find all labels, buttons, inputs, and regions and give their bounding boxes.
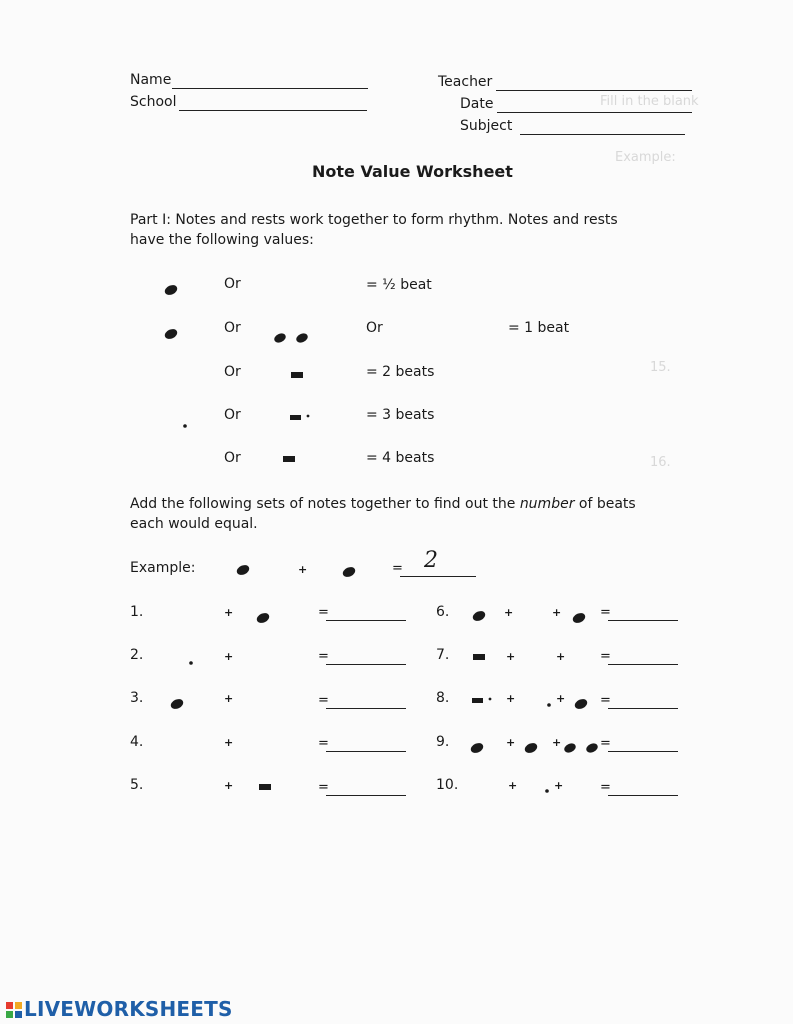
equals-sign: = xyxy=(392,561,403,576)
part1-intro-line2: have the following values: xyxy=(130,232,314,248)
answer-field-5[interactable] xyxy=(326,795,406,796)
problem-number: 7. xyxy=(436,647,450,663)
answer-field-2[interactable] xyxy=(326,664,406,665)
plus-sign: + xyxy=(506,692,516,705)
problem-number: 4. xyxy=(130,734,144,750)
eighth-note-icon xyxy=(162,262,192,298)
plus-sign: + xyxy=(506,736,516,749)
problem-number: 6. xyxy=(436,604,450,620)
beamed-eighth-notes-icon xyxy=(272,308,316,346)
problem-number: 10. xyxy=(436,777,459,793)
or-label: Or xyxy=(224,320,241,336)
part1-intro-line1: Part I: Notes and rests work together to form rhythm. Notes and rests xyxy=(130,212,618,228)
equals-sign: = xyxy=(318,605,329,620)
plus-sign: + xyxy=(224,650,234,663)
half-note-icon xyxy=(168,588,194,624)
value-half-beat: = ½ beat xyxy=(366,277,432,293)
quarter-note-icon xyxy=(522,720,548,756)
quarter-note-icon xyxy=(340,544,366,580)
eighth-rest-icon xyxy=(526,640,556,672)
dotted-half-note-icon xyxy=(168,634,198,670)
dotted-half-rest-icon xyxy=(280,404,316,426)
quarter-rest-icon xyxy=(566,768,584,798)
quarter-rest-icon xyxy=(414,314,432,344)
or-label: Or xyxy=(224,407,241,423)
half-note-icon xyxy=(162,351,188,387)
eighth-rest-icon xyxy=(270,270,300,302)
plus-sign: + xyxy=(504,606,514,619)
equals-sign: = xyxy=(600,649,611,664)
part2-intro-line2: each would equal. xyxy=(130,516,258,532)
dotted-half-note-icon xyxy=(524,762,554,798)
eighth-rest-icon xyxy=(254,680,284,712)
value-one-beat: = 1 beat xyxy=(508,320,570,336)
brand-name: LIVEWORKSHEETS xyxy=(24,997,233,1021)
worksheet-page: Fill in the blank Example: 15. 16. Name School Teacher Date Subject Note Value Worksheet Part I: Notes and rests work together to form rhythm. Notes and rests have the following values: Or = ½ beat Or Or = 1 beat Or = 2 beats Or = 3 beats Or = 4 beats Add the following sets of notes together to find out the number of beats each would equal. Example: + = 2 1. + = 2. + = 3. + = 4. + = 5. + = 6. + + = 7. + + = 8. + + = 9. + + = 10. + + = LIVEWORKSHEETS xyxy=(0,0,793,1024)
half-rest-icon xyxy=(280,362,316,384)
equals-sign: = xyxy=(318,649,329,664)
problem-number: 5. xyxy=(130,777,144,793)
equals-sign: = xyxy=(600,780,611,795)
whole-note-icon xyxy=(160,442,182,472)
quarter-note-icon xyxy=(234,542,260,578)
quarter-note-icon xyxy=(468,720,494,756)
equals-sign: = xyxy=(600,693,611,708)
problem-number: 1. xyxy=(130,604,144,620)
plus-sign: + xyxy=(506,650,516,663)
problem-number: 8. xyxy=(436,690,450,706)
date-field[interactable] xyxy=(497,112,692,113)
plus-sign: + xyxy=(508,779,518,792)
eighth-rest-icon xyxy=(518,594,548,626)
answer-field-10[interactable] xyxy=(608,795,678,796)
plus-sign: + xyxy=(224,606,234,619)
date-label: Date xyxy=(460,96,494,112)
liveworksheets-logo[interactable] xyxy=(6,997,233,1021)
eighth-note-icon xyxy=(470,588,500,624)
or-label: Or xyxy=(224,276,241,292)
school-field[interactable] xyxy=(179,110,367,111)
answer-field-9[interactable] xyxy=(608,751,678,752)
value-two-beats: = 2 beats xyxy=(366,364,435,380)
quarter-rest-icon xyxy=(254,640,272,670)
example-answer-line xyxy=(400,576,476,577)
eighth-note-icon xyxy=(168,676,198,712)
plus-sign: + xyxy=(556,692,566,705)
plus-sign: + xyxy=(224,779,234,792)
school-label: School xyxy=(130,94,177,110)
problem-number: 2. xyxy=(130,647,144,663)
problem-number: 9. xyxy=(436,734,450,750)
quarter-note-icon xyxy=(162,306,188,342)
equals-sign: = xyxy=(600,605,611,620)
dotted-half-note-icon xyxy=(162,396,192,432)
half-note-icon xyxy=(254,718,280,754)
value-four-beats: = 4 beats xyxy=(366,450,435,466)
answer-field-3[interactable] xyxy=(326,708,406,709)
subject-label: Subject xyxy=(460,118,513,134)
answer-field-6[interactable] xyxy=(608,620,678,621)
dotted-half-note-icon xyxy=(526,676,556,712)
plus-sign: + xyxy=(552,736,562,749)
or-label: Or xyxy=(224,450,241,466)
equals-sign: = xyxy=(600,736,611,751)
or-label: Or xyxy=(224,364,241,380)
name-label: Name xyxy=(130,72,172,88)
answer-field-8[interactable] xyxy=(608,708,678,709)
dotted-half-rest-icon xyxy=(462,687,498,709)
plus-sign: + xyxy=(552,606,562,619)
subject-field[interactable] xyxy=(520,134,685,135)
name-field[interactable] xyxy=(172,88,368,89)
answer-field-4[interactable] xyxy=(326,751,406,752)
example-answer: 2 xyxy=(424,548,438,573)
teacher-label: Teacher xyxy=(438,74,493,90)
equals-sign: = xyxy=(318,693,329,708)
equals-sign: = xyxy=(318,736,329,751)
example-label: Example: xyxy=(130,560,196,576)
plus-sign: + xyxy=(298,563,308,576)
plus-sign: + xyxy=(554,779,564,792)
part2-intro-line1: Add the following sets of notes together to find out the number of beats xyxy=(130,496,636,512)
liveworksheets-icon xyxy=(6,1002,22,1018)
plus-sign: + xyxy=(224,692,234,705)
or-label: Or xyxy=(366,320,383,336)
half-note-icon xyxy=(470,762,496,798)
answer-field-1[interactable] xyxy=(326,620,406,621)
value-three-beats: = 3 beats xyxy=(366,407,435,423)
whole-rest-icon xyxy=(272,444,308,466)
whole-note-icon xyxy=(164,770,186,800)
worksheet-title: Note Value Worksheet xyxy=(312,162,513,181)
half-rest-icon xyxy=(462,644,498,666)
problem-number: 3. xyxy=(130,690,144,706)
quarter-note-icon xyxy=(254,590,280,626)
plus-sign: + xyxy=(556,650,566,663)
whole-rest-icon xyxy=(248,772,288,794)
quarter-note-icon xyxy=(570,590,596,626)
plus-sign: + xyxy=(224,736,234,749)
teacher-field[interactable] xyxy=(496,90,692,91)
quarter-note-icon xyxy=(572,676,598,712)
equals-sign: = xyxy=(318,780,329,795)
answer-field-7[interactable] xyxy=(608,664,678,665)
whole-note-icon xyxy=(168,724,190,754)
